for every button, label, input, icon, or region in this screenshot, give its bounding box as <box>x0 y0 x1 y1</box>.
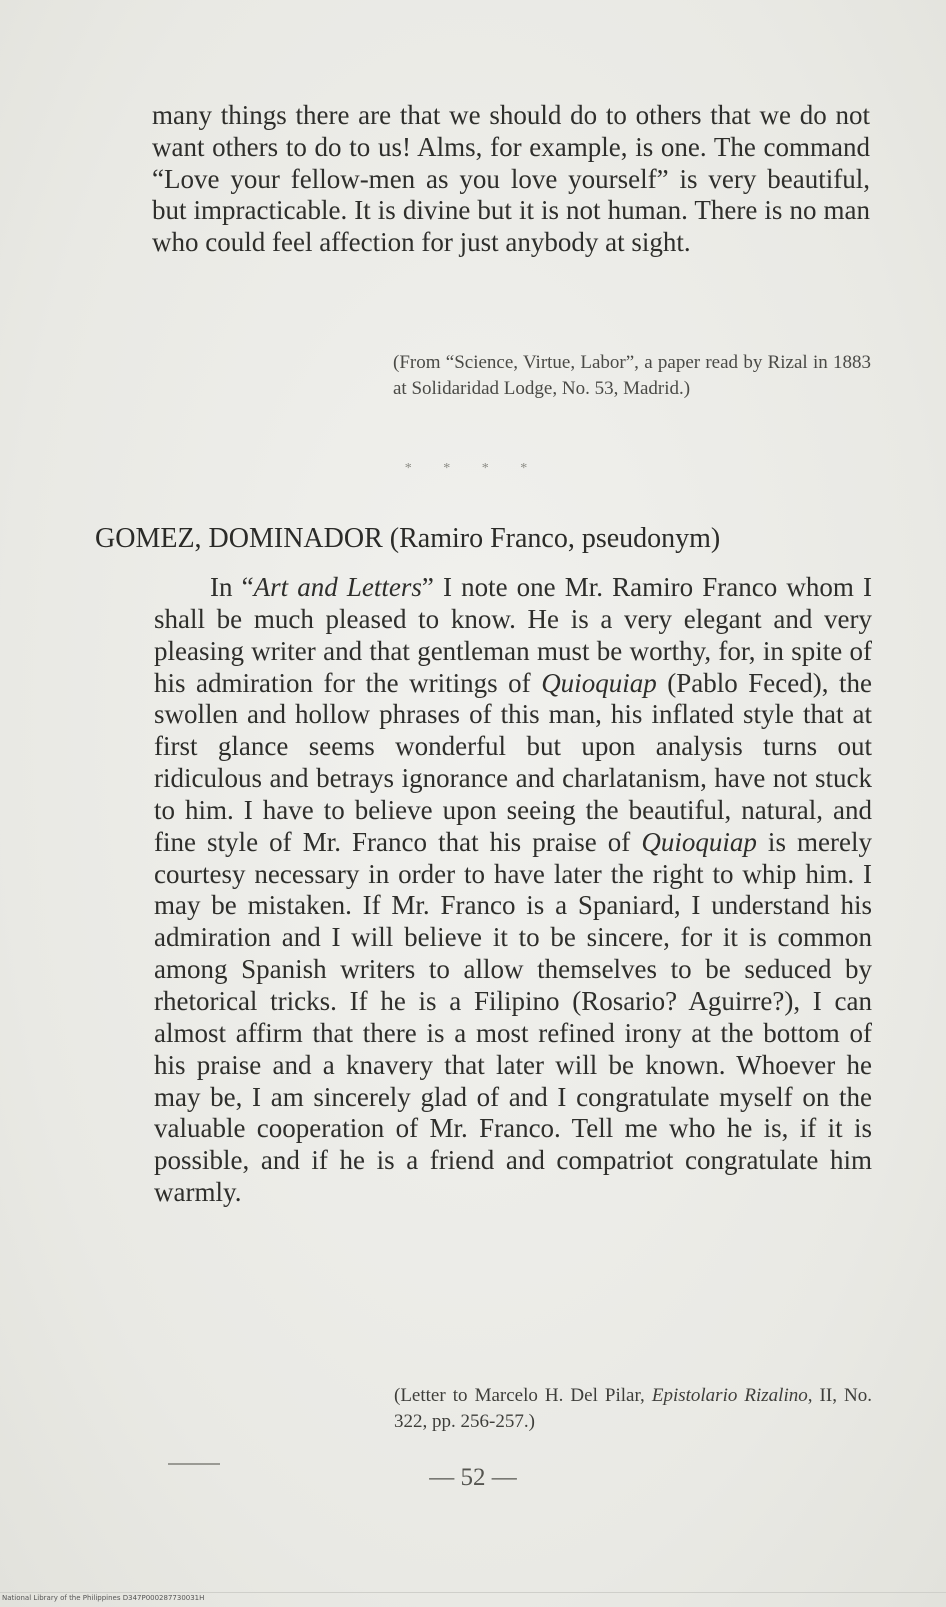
main-text-4: is merely courtesy necessary in order to have later the right to whip him. I may be mistaken. If Mr. Franco is a Spaniard, I understand his admiration and I will believe it to be sincere, for it is common among Spanish writers to allow themselves to be seduced by rhetorical tricks. If he is a Filipino (Rosario? Aguirre?), I can almost affirm that there is a most refined irony at the bottom of his praise and a knavery that later will be known. Whoever he may be, I am sincerely glad of and I congratulate myself on the valuable cooperation of Mr. Franco. Tell me who he is, if it is possible, and if he is a friend and compatriot congratulate him warmly. <box>154 826 872 1208</box>
citation-text-1: (Letter to Marcelo H. Del Pilar, <box>394 1385 652 1406</box>
scan-divider <box>0 1592 946 1593</box>
main-text-3: (Pablo Feced), the swollen and hollow phrases of this man, his inflated style that at first glance seems wonderful but upon analysis turns out ridiculous and betrays ignorance and charlatanism, have not stuck to him. I have to believe upon seeing the beautiful, natural, and fine style of Mr. Franco that his praise of <box>154 667 873 857</box>
entry-heading: GOMEZ, DOMINADOR (Ramiro Franco, pseudonym) <box>95 523 721 554</box>
source-citation-1: (From “Science, Virtue, Labor”, a paper read by Rizal in 1883 at Solidaridad Lodge, No. 53, Madrid.) <box>393 352 871 399</box>
italic-title: Art and Letters <box>253 572 422 602</box>
section-separator: * * * * <box>404 461 542 476</box>
page-number: — 52 — <box>429 1464 517 1491</box>
scan-footer-note: National Library of the Philippines D347P000287730031H <box>2 1594 205 1602</box>
main-text-2: ” I note one Mr. Ramiro Franco whom I shall be much pleased to know. He is a very elegant and very pleasing writer and that gentleman must be worthy, for, in spite of his admiration for the writings of <box>154 572 872 698</box>
main-paragraph <box>154 572 872 1209</box>
italic-name-2: Quioquiap <box>641 826 757 857</box>
source-citation-2 <box>394 1383 872 1435</box>
citation-italic: Epistolario Rizalino <box>651 1385 808 1406</box>
citation-text-2: , II, No. 322, pp. 256-257.) <box>394 1385 872 1432</box>
main-text-1: In “ <box>210 572 254 602</box>
continued-paragraph: many things there are that we should do to others that we do not want others to do to us! Alms, for example, is one. The command “Love your fellow-men as you love yourself” is very beautiful, but impracticable. It is divine but it is not human. There is no man who could feel affection for just anybody at sight. <box>152 100 870 258</box>
italic-name-1: Quioquiap <box>541 667 657 698</box>
